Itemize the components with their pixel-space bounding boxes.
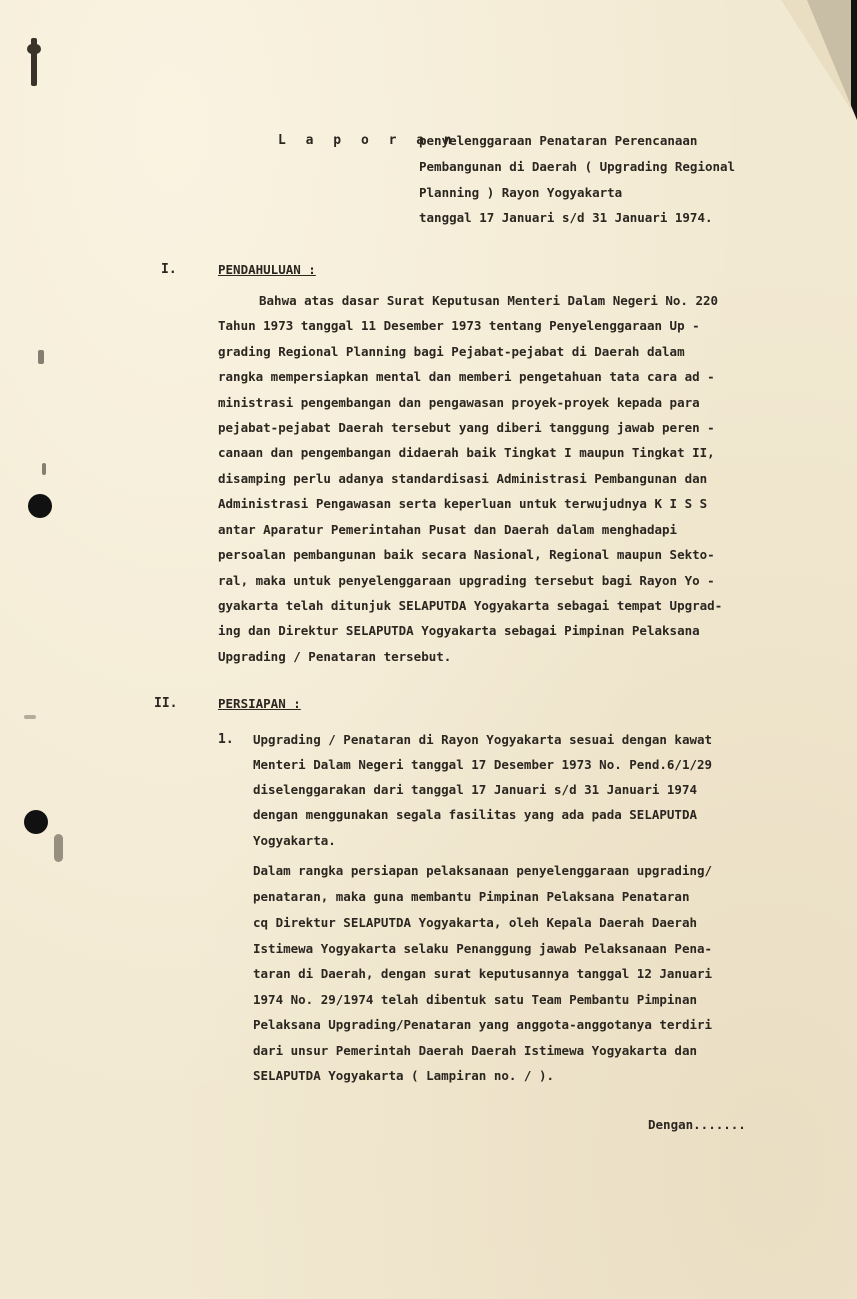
item-line: dengan menggunakan segala fasilitas yang ada pada SELAPUTDA	[253, 807, 698, 822]
punch-hole-bottom	[24, 810, 48, 834]
body-line: cq Direktur SELAPUTDA Yogyakarta, oleh Kepala Daerah Daerah	[253, 915, 698, 930]
body-line: Upgrading / Penataran tersebut.	[218, 649, 452, 664]
continuation-catchword: Dengan.......	[648, 1117, 746, 1132]
section-heading: PENDAHULUAN :	[218, 262, 316, 277]
title-line: tanggal 17 Januari s/d 31 Januari 1974.	[419, 210, 713, 225]
staple-head	[27, 44, 41, 54]
item-line: Upgrading / Penataran di Rayon Yogyakarta sesuai dengan kawat	[253, 732, 713, 747]
body-line: Bahwa atas dasar Surat Keputusan Menteri Dalam Negeri No. 220	[259, 293, 719, 308]
body-line: ral, maka untuk penyelenggaraan upgrading tersebut bagi Rayon Yo -	[218, 573, 715, 588]
body-line: ing dan Direktur SELAPUTDA Yogyakarta sebagai Pimpinan Pelaksana	[218, 623, 700, 638]
body-line: penataran, maka guna membantu Pimpinan Pelaksana Penataran	[253, 889, 690, 904]
title-line: Planning ) Rayon Yogyakarta	[419, 185, 623, 200]
section-number: II.	[154, 696, 178, 711]
body-line: dari unsur Pemerintah Daerah Daerah Istimewa Yogyakarta dan	[253, 1043, 698, 1058]
body-line: Administrasi Pengawasan serta keperluan untuk terwujudnya K I S S	[218, 496, 708, 511]
item-number: 1.	[218, 732, 234, 747]
body-line: 1974 No. 29/1974 telah dibentuk satu Team Pembantu Pimpinan	[253, 992, 698, 1007]
body-line: Tahun 1973 tanggal 11 Desember 1973 tentang Penyelenggaraan Up -	[218, 318, 700, 333]
section-number: I.	[161, 262, 177, 277]
body-line: gyakarta telah ditunjuk SELAPUTDA Yogyakarta sebagai tempat Upgrad-	[218, 598, 723, 613]
body-line: Istimewa Yogyakarta selaku Penanggung jawab Pelaksanaan Pena-	[253, 941, 713, 956]
punch-hole-top	[28, 494, 52, 518]
ink-speck	[38, 350, 44, 364]
title-line: Pembangunan di Daerah ( Upgrading Regional	[419, 159, 736, 174]
folded-corner	[767, 0, 857, 130]
body-line: grading Regional Planning bagi Pejabat-pejabat di Daerah dalam	[218, 344, 685, 359]
body-line: pejabat-pejabat Daerah tersebut yang diberi tanggung jawab peren -	[218, 420, 715, 435]
ink-speck	[42, 463, 46, 475]
body-line: Pelaksana Upgrading/Penataran yang anggota-anggotanya terdiri	[253, 1017, 713, 1032]
item-line: diselenggarakan dari tanggal 17 Januari s/d 31 Januari 1974	[253, 782, 698, 797]
body-line: rangka mempersiapkan mental dan memberi pengetahuan tata cara ad -	[218, 369, 715, 384]
ink-smudge	[54, 834, 63, 862]
item-line: Yogyakarta.	[253, 833, 336, 848]
body-line: canaan dan pengembangan didaerah baik Tingkat I maupun Tingkat II,	[218, 445, 715, 460]
ink-speck	[24, 715, 36, 719]
item-line: Menteri Dalam Negeri tanggal 17 Desember 1973 No. Pend.6/1/29	[253, 757, 713, 772]
body-line: disamping perlu adanya standardisasi Administrasi Pembangunan dan	[218, 471, 708, 486]
title-line: penyelenggaraan Penataran Perencanaan	[419, 133, 698, 148]
body-line: persoalan pembangunan baik secara Nasional, Regional maupun Sekto-	[218, 547, 715, 562]
body-line: Dalam rangka persiapan pelaksanaan penyelenggaraan upgrading/	[253, 863, 713, 878]
body-line: taran di Daerah, dengan surat keputusannya tanggal 12 Januari	[253, 966, 713, 981]
body-line: SELAPUTDA Yogyakarta ( Lampiran no. / ).	[253, 1068, 555, 1083]
body-line: antar Aparatur Pemerintahan Pusat dan Daerah dalam menghadapi	[218, 522, 678, 537]
paper-fold	[781, 0, 851, 110]
section-heading: PERSIAPAN :	[218, 696, 301, 711]
report-label: L a p o r a n	[278, 133, 458, 148]
body-line: ministrasi pengembangan dan pengawasan proyek-proyek kepada para	[218, 395, 700, 410]
